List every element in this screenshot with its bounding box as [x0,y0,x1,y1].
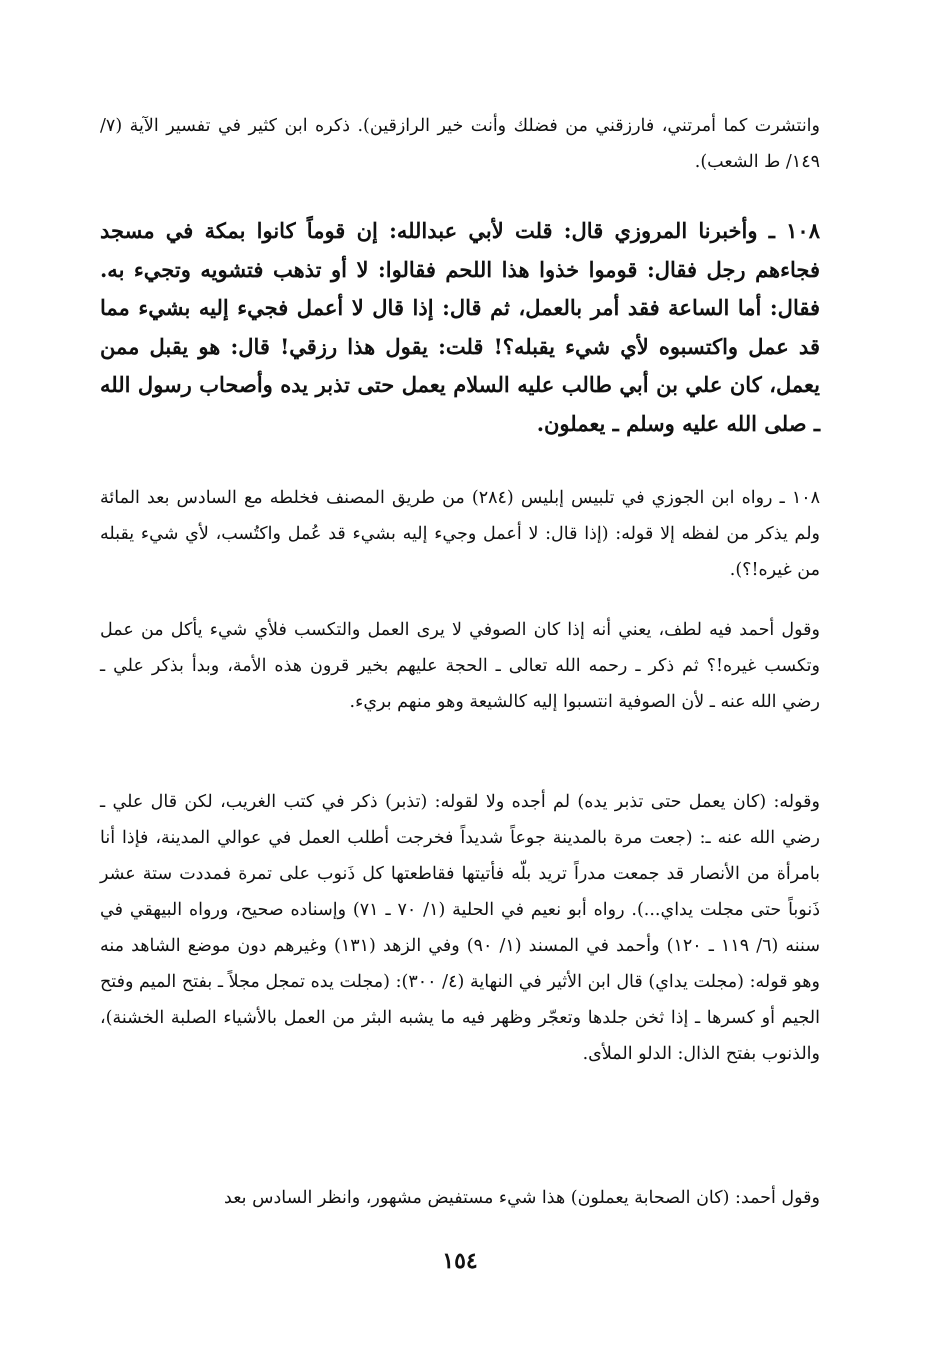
page-number: ١٥٤ [442,1248,478,1274]
footnote-108-commentary: وقول أحمد فيه لطف، يعني أنه إذا كان الصوفي لا يرى العمل والتكسب فلأي شيء يأكل من عمل وتكسب غيره!؟ ثم ذكر ـ رحمه الله تعالى ـ الحجة عليهم بخير قرون هذه الأمة، وبدأ بذكر علي ـ رضي الله عنه ـ لأن الصوفية انتسبوا إليه كالشيعة وهو منهم بريء. [100,620,820,712]
footnote-108-source: ١٠٨ ـ رواه ابن الجوزي في تلبيس إبليس (٢٨٤) من طريق المصنف فخلطه مع السادس بعد المائة ولم يذكر من لفظه إلا قوله: (إذا قال: لا أعمل وجيء إليه بشيء قد عُمل واكتُسب، لأي شيء يقبله من غيره!؟). [100,488,821,580]
book-page [100,100,820,1320]
main-text-108: ١٠٨ ـ وأخبرنا المروزي قال: قلت لأبي عبدالله: إن قوماً كانوا بمكة في مسجد فجاءهم رجل فقال: قوموا خذوا هذا اللحم فقالوا: لا أو تذهب فتشويه وتجيء به. فقال: أما الساعة فقد أمر بالعمل، ثم قال: إذا قال لا أعمل فجيء إليه بشيء مما قد عمل واكتسبوه لأي شيء يقبله؟! قلت: يقول هذا رزقي! قال: هو يقبل ممن يعمل، كان علي بن أبي طالب عليه السلام يعمل حتى تذبر يده وأصحاب رسول الله ـ صلى الله عليه وسلم ـ يعملون. [100,218,820,436]
footnote-continuation: وانتشرت كما أمرتني، فارزقني من فضلك وأنت خير الرازقين). ذكره ابن كثير في تفسير الآية (٧/ ١٤٩/ ط الشعب). [100,116,820,172]
footnote-108-gloss: وقوله: (كان يعمل حتى تذبر يده) لم أجده ولا لقوله: (تذبر) ذكر في كتب الغريب، لكن قال علي ـ رضي الله عنه ـ: (جعت مرة بالمدينة جوعاً شديداً فخرجت أطلب العمل في عوالي المدينة، فإذا أنا بامرأة من الأنصار قد جمعت مدراً تريد بلّه فأتيتها فقاطعتها كل ذَنوب على تمرة فمددت ستة عشر ذَنوباً حتى مجلت يداي...). رواه أبو نعيم في الحلية (١/ ٧٠ ـ ٧١) وإسناده صحيح، ورواه البيهقي في سننه (٦/ ١١٩ ـ ١٢٠) وأحمد في المسند (١/ ٩٠) وفي الزهد (١٣١) وغيرهم دون موضع الشاهد منه وهو قوله: (مجلت يداي) قال ابن الأثير في النهاية (٤/ ٣٠٠): (مجلت يده تمجل مجلاً ـ بفتح الميم وفتح الجيم أو كسرها ـ إذا ثخن جلدها وتعجّر وظهر فيه ما يشبه البثر من العمل بالأشياء الصلبة الخشنة)، والذنوب بفتح الذال: الدلو الملأى. [100,792,820,1064]
footnote-108-closing: وقول أحمد: (كان الصحابة يعملون) هذا شيء مستفيض مشهور، وانظر السادس بعد [224,1188,820,1208]
